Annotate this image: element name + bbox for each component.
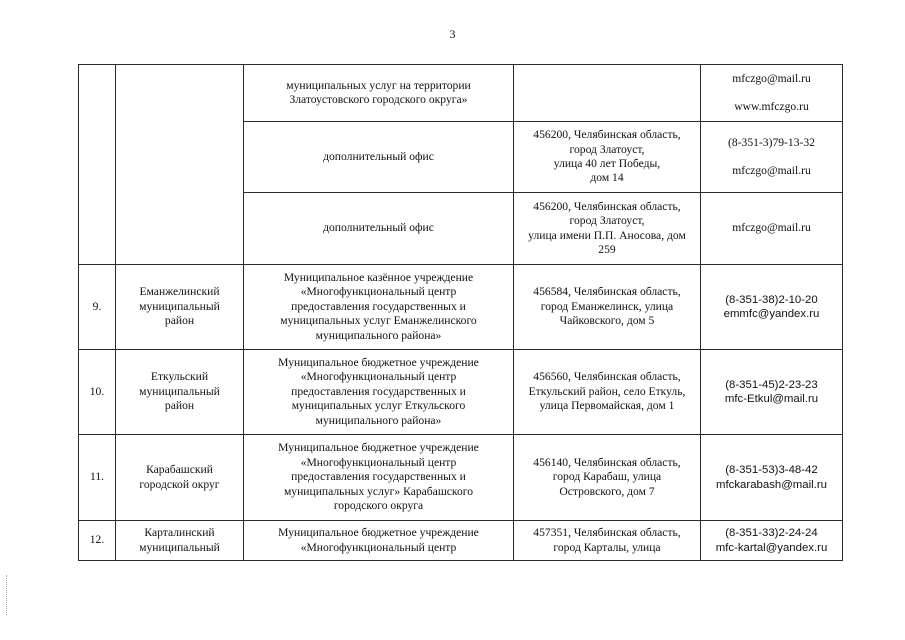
margin-mark [6,575,9,615]
district-cell: Еманжелинский муниципальный район [116,265,244,350]
org-cell: дополнительный офис [244,122,514,193]
num-cell [79,65,116,265]
phone-number: (8-351-53)3-48-42 [725,464,818,477]
table-row [79,350,843,435]
address-cell: 456140, Челябинская область, город Карабаш, улица Островского, дом 7 [514,435,701,521]
email-link[interactable]: mfczgo@mail.ru [732,72,811,86]
org-cell: Муниципальное бюджетное учреждение «Многофункциональный центр предоставления государственных и муниципальных услуг Еткульского муниципального района» [244,350,514,435]
num-cell: 10. [79,350,116,435]
mfc-registry-table [78,64,843,561]
contact-cell [701,193,843,265]
table-row [79,265,843,350]
phone-number: (8-351-3)79-13-32 [728,136,815,150]
email-link[interactable]: mfc-Etkul@mail.ru [724,393,819,405]
phone-number: (8-351-33)2-24-24 [725,527,818,540]
district-cell: Еткульский муниципальный район [116,350,244,435]
num-cell: 9. [79,265,116,350]
email-link[interactable]: mfckarabash@mail.ru [716,478,827,491]
address-cell: 456584, Челябинская область, город Еманжелинск, улица Чайковского, дом 5 [514,265,701,350]
table-row [79,521,843,561]
table-row [79,65,843,122]
contact-cell [701,521,843,561]
email-link[interactable]: mfczgo@mail.ru [732,221,811,235]
address-cell [514,65,701,122]
contact-cell [701,265,843,350]
district-cell [116,65,244,265]
email-link[interactable]: mfc-kartal@yandex.ru [715,541,828,554]
contact-cell [701,435,843,521]
org-cell: муниципальных услуг на территории Златоустовского городского округа» [244,65,514,122]
website-link[interactable]: www.mfczgo.ru [734,99,809,113]
contact-cell [701,65,843,122]
num-cell: 11. [79,435,116,521]
email-link[interactable]: emmfc@yandex.ru [723,308,820,320]
phone-number: (8-351-38)2-10-20 [725,293,818,306]
table-row [79,435,843,521]
page-number: 3 [449,27,456,41]
contact-cell [701,350,843,435]
phone-number: (8-351-45)2-23-23 [725,378,818,391]
address-cell: 456560, Челябинская область, Еткульский район, село Еткуль, улица Первомайская, дом 1 [514,350,701,435]
org-cell: дополнительный офис [244,193,514,265]
address-cell: 457351, Челябинская область, город Карталы, улица [514,521,701,561]
address-cell: 456200, Челябинская область, город Златоуст, улица имени П.П. Аносова, дом 259 [514,193,701,265]
contact-cell [701,122,843,193]
district-cell: Карабашский городской округ [116,435,244,521]
org-cell: Муниципальное бюджетное учреждение «Многофункциональный центр [244,521,514,561]
org-cell: Муниципальное казённое учреждение «Многофункциональный центр предоставления государственных и муниципальных услуг Еманжелинского муниципального района» [244,265,514,350]
email-link[interactable]: mfczgo@mail.ru [732,163,811,177]
address-cell: 456200, Челябинская область, город Златоуст, улица 40 лет Победы, дом 14 [514,122,701,193]
district-cell: Карталинский муниципальный [116,521,244,561]
num-cell: 12. [79,521,116,561]
org-cell: Муниципальное бюджетное учреждение «Многофункциональный центр предоставления государственных и муниципальных услуг» Карабашского городского округа [244,435,514,521]
